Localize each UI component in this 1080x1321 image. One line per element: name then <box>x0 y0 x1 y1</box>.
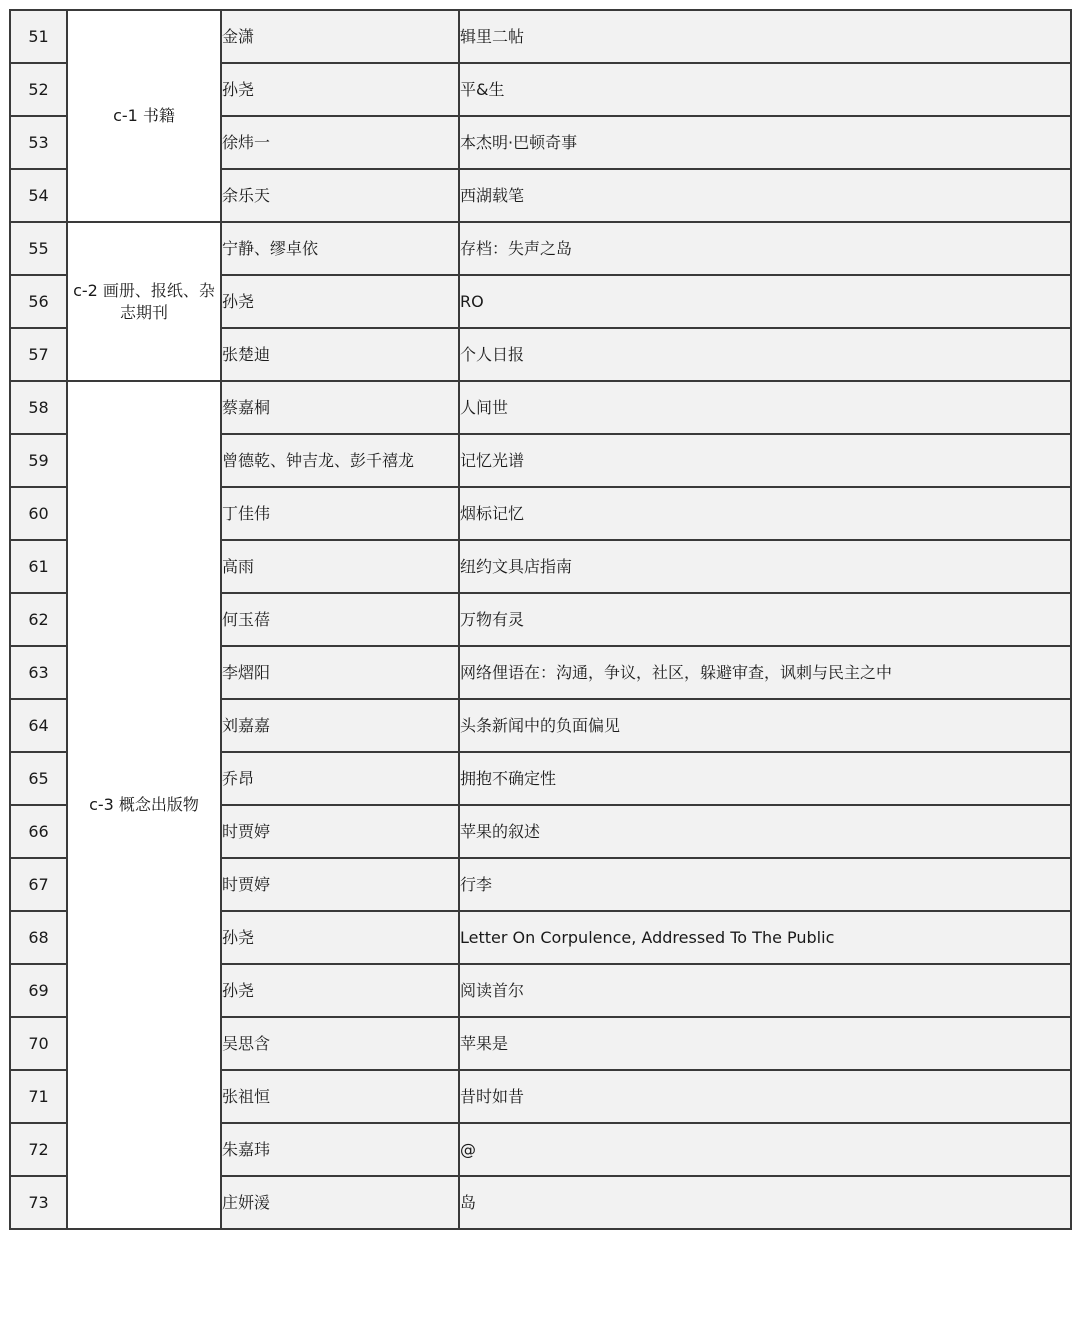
author-cell: 庄妍湲 <box>221 1176 459 1229</box>
catalog-table <box>9 9 1072 1230</box>
author-cell: 时贾婷 <box>221 805 459 858</box>
row-number: 73 <box>10 1176 67 1229</box>
author-cell: 乔昂 <box>221 752 459 805</box>
row-number: 58 <box>10 381 67 434</box>
author-cell: 时贾婷 <box>221 858 459 911</box>
author-cell: 李熠阳 <box>221 646 459 699</box>
author-cell: 孙尧 <box>221 964 459 1017</box>
author-cell: 金潇 <box>221 10 459 63</box>
author-cell: 徐炜一 <box>221 116 459 169</box>
author-cell: 刘嘉嘉 <box>221 699 459 752</box>
author-cell: 蔡嘉桐 <box>221 381 459 434</box>
row-number: 68 <box>10 911 67 964</box>
author-cell: 孙尧 <box>221 63 459 116</box>
row-number: 61 <box>10 540 67 593</box>
author-cell: 宁静、缪卓依 <box>221 222 459 275</box>
row-number: 69 <box>10 964 67 1017</box>
table-row <box>10 222 1071 275</box>
row-number: 51 <box>10 10 67 63</box>
title-cell: RO <box>459 275 1071 328</box>
author-cell: 张楚迪 <box>221 328 459 381</box>
title-cell: 苹果是 <box>459 1017 1071 1070</box>
row-number: 65 <box>10 752 67 805</box>
title-cell: 昔时如昔 <box>459 1070 1071 1123</box>
title-cell: 个人日报 <box>459 328 1071 381</box>
row-number: 67 <box>10 858 67 911</box>
title-cell: 网络俚语在：沟通，争议，社区，躲避审查，讽刺与民主之中 <box>459 646 1071 699</box>
author-cell: 孙尧 <box>221 911 459 964</box>
title-cell: 拥抱不确定性 <box>459 752 1071 805</box>
title-cell: 辑里二帖 <box>459 10 1071 63</box>
author-cell: 高雨 <box>221 540 459 593</box>
title-cell: Letter On Corpulence, Addressed To The Public <box>459 911 1071 964</box>
row-number: 66 <box>10 805 67 858</box>
title-cell: 西湖载笔 <box>459 169 1071 222</box>
author-cell: 曾德乾、钟吉龙、彭千禧龙 <box>221 434 459 487</box>
row-number: 62 <box>10 593 67 646</box>
category-label: c-1 书籍 <box>67 10 221 222</box>
row-number: 55 <box>10 222 67 275</box>
author-cell: 余乐天 <box>221 169 459 222</box>
row-number: 72 <box>10 1123 67 1176</box>
row-number: 54 <box>10 169 67 222</box>
row-number: 53 <box>10 116 67 169</box>
row-number: 59 <box>10 434 67 487</box>
title-cell: @ <box>459 1123 1071 1176</box>
title-cell: 阅读首尔 <box>459 964 1071 1017</box>
title-cell: 人间世 <box>459 381 1071 434</box>
title-cell: 万物有灵 <box>459 593 1071 646</box>
author-cell: 张祖恒 <box>221 1070 459 1123</box>
author-cell: 何玉蓓 <box>221 593 459 646</box>
title-cell: 纽约文具店指南 <box>459 540 1071 593</box>
title-cell: 平&生 <box>459 63 1071 116</box>
row-number: 64 <box>10 699 67 752</box>
row-number: 63 <box>10 646 67 699</box>
title-cell: 岛 <box>459 1176 1071 1229</box>
title-cell: 烟标记忆 <box>459 487 1071 540</box>
title-cell: 头条新闻中的负面偏见 <box>459 699 1071 752</box>
row-number: 71 <box>10 1070 67 1123</box>
row-number: 60 <box>10 487 67 540</box>
author-cell: 丁佳伟 <box>221 487 459 540</box>
author-cell: 吴思含 <box>221 1017 459 1070</box>
row-number: 57 <box>10 328 67 381</box>
row-number: 70 <box>10 1017 67 1070</box>
category-label: c-2 画册、报纸、杂志期刊 <box>67 222 221 381</box>
title-cell: 行李 <box>459 858 1071 911</box>
title-cell: 存档：失声之岛 <box>459 222 1071 275</box>
row-number: 52 <box>10 63 67 116</box>
table-row <box>10 381 1071 434</box>
row-number: 56 <box>10 275 67 328</box>
author-cell: 朱嘉玮 <box>221 1123 459 1176</box>
category-label: c-3 概念出版物 <box>67 381 221 1229</box>
title-cell: 本杰明·巴顿奇事 <box>459 116 1071 169</box>
title-cell: 记忆光谱 <box>459 434 1071 487</box>
title-cell: 苹果的叙述 <box>459 805 1071 858</box>
author-cell: 孙尧 <box>221 275 459 328</box>
table-row <box>10 10 1071 63</box>
